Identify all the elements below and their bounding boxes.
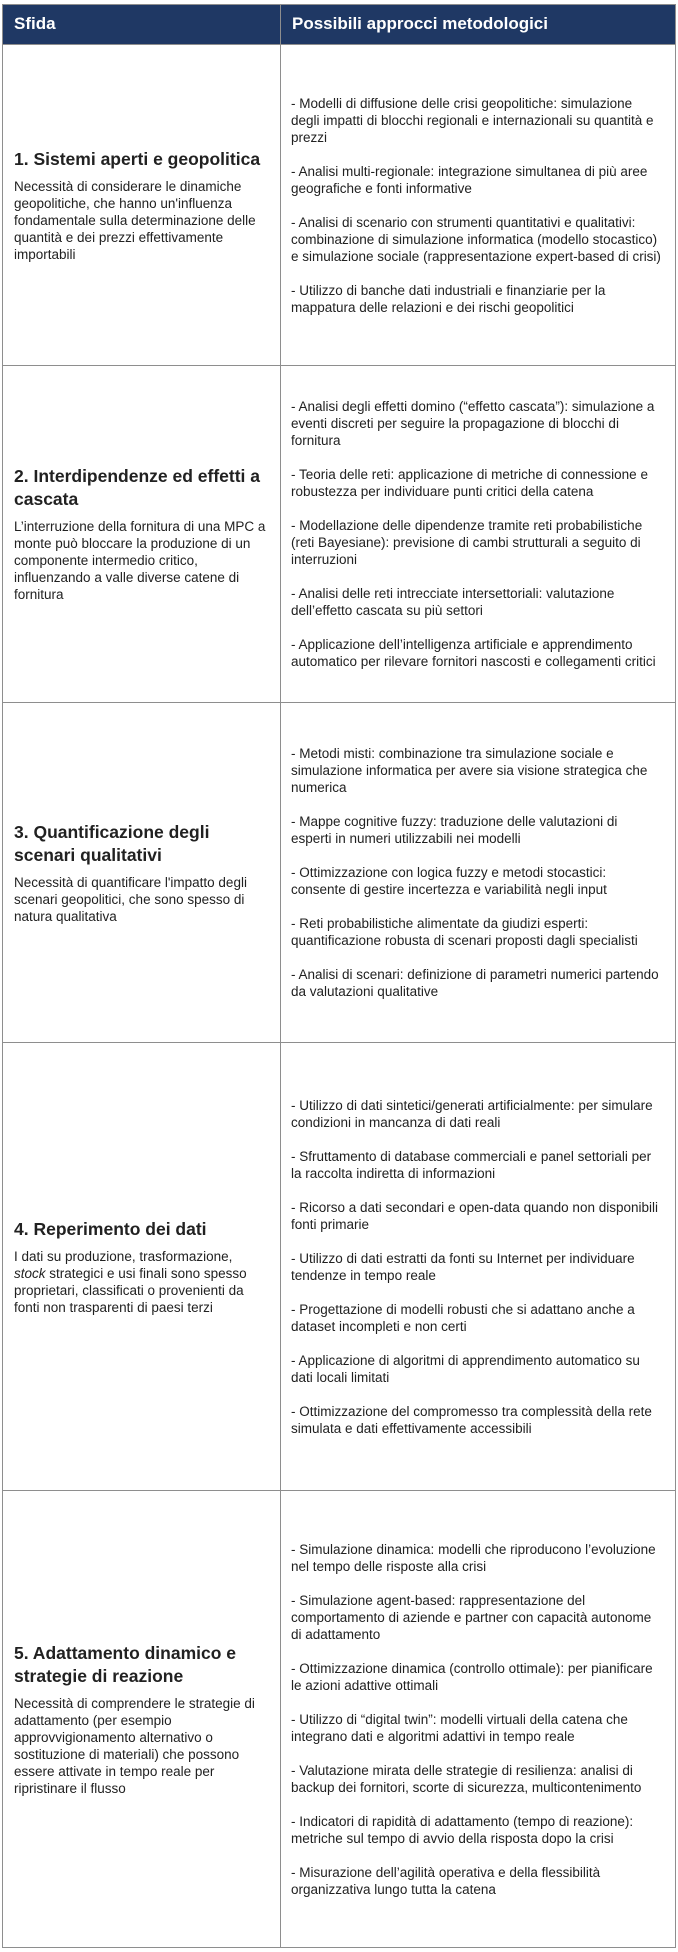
approach-list xyxy=(291,1097,661,1437)
approaches-cell xyxy=(281,703,676,1043)
challenge-cell xyxy=(3,45,281,366)
approach-item: - Utilizzo di dati sintetici/generati artificialmente: per simulare condizioni in mancanza di dati reali xyxy=(291,1097,653,1130)
approach-item: - Ricorso a dati secondari e open-data quando non disponibili fonti primarie xyxy=(291,1199,658,1232)
challenge-title: 1. Sistemi aperti e geopolitica xyxy=(14,148,261,169)
challenge-title: 2. Interdipendenze ed effetti a cascata xyxy=(14,466,261,509)
challenge-description-text: L’interruzione della fornitura di una MPC a monte può bloccare la produzione di un componente intermedio critico, influenzando a valle diverse catene di fornitura xyxy=(14,519,266,602)
approach-list xyxy=(291,745,661,1000)
approaches-cell xyxy=(281,1043,676,1491)
challenge-cell xyxy=(3,366,281,703)
approach-item: - Simulazione dinamica: modelli che riproducono l’evoluzione nel tempo delle risposte alla crisi xyxy=(291,1541,656,1574)
approach-item: - Progettazione di modelli robusti che si adattano anche a dataset incompleti e non certi xyxy=(291,1301,635,1334)
approach-list xyxy=(291,398,661,670)
challenge-description xyxy=(14,178,266,263)
table-row xyxy=(3,45,676,366)
challenge-title: 3. Quantificazione degli scenari qualitativi xyxy=(14,821,210,865)
challenge-title: 5. Adattamento dinamico e strategie di reazione xyxy=(14,1642,237,1686)
challenge-description xyxy=(14,518,266,603)
approaches-cell xyxy=(281,45,676,366)
approach-item: - Reti probabilistiche alimentate da giudizi esperti: quantificazione robusta di scenari proposti dagli specialisti xyxy=(291,916,638,948)
challenge-description-text: Necessità di quantificare l'impatto degli scenari geopolitici, che sono spesso di natura qualitativa xyxy=(14,874,247,924)
approach-item: - Teoria delle reti: applicazione di metriche di connessione e robustezza per individuare punti critici della catena xyxy=(291,467,648,499)
methodology-table xyxy=(2,4,676,1948)
challenge-description xyxy=(14,1695,266,1797)
approach-item: - Utilizzo di dati estratti da fonti su Internet per individuare tendenze in tempo reale xyxy=(291,1250,635,1283)
approach-item: - Ottimizzazione del compromesso tra complessità della rete simulata e dati effettivamente accessibili xyxy=(291,1403,652,1436)
approach-item: - Utilizzo di banche dati industriali e finanziarie per la mappatura delle relazioni e dei rischi geopolitici xyxy=(291,282,606,315)
approach-item: - Metodi misti: combinazione tra simulazione sociale e simulazione informatica per avere sia visione strategica che numerica xyxy=(291,746,648,795)
approach-item: - Modellazione delle dipendenze tramite reti probabilistiche (reti Bayesiane): previsione di cambi strutturali a seguito di interruzioni xyxy=(291,518,643,567)
challenge-description-text: Necessità di comprendere le strategie di adattamento (per esempio approvvigionamento alternativo o sostituzione di materiali) che possono essere attivate in tempo reale per ripristinare il flusso xyxy=(14,1695,255,1796)
challenge-cell xyxy=(3,703,281,1043)
challenge-description xyxy=(14,1248,266,1316)
table-row xyxy=(3,703,676,1043)
approach-item: - Analisi delle reti intrecciate intersettoriali: valutazione dell’effetto cascata su più settori xyxy=(291,586,615,618)
approach-item: - Misurazione dell’agilità operativa e della flessibilità organizzativa lungo tutta la catena xyxy=(291,1864,601,1897)
table-header-row xyxy=(3,5,676,45)
approach-item: - Simulazione agent-based: rappresentazione del comportamento di aziende e partner con capacità autonome di adattamento xyxy=(291,1592,652,1642)
column-header-sfida: Sfida xyxy=(3,5,281,45)
approach-item: - Analisi di scenari: definizione di parametri numerici partendo da valutazioni qualitative xyxy=(291,967,659,999)
approach-list xyxy=(291,1541,661,1898)
table-row xyxy=(3,1043,676,1491)
approach-item: - Applicazione dell’intelligenza artificiale e apprendimento automatico per rilevare fornitori nascosti e collegamenti critici xyxy=(291,637,656,669)
approach-item: - Valutazione mirata delle strategie di resilienza: analisi di backup dei fornitori, scorte di sicurezza, multicontenimento xyxy=(291,1762,642,1795)
approach-item: - Analisi multi-regionale: integrazione simultanea di più aree geografiche e fonti informative xyxy=(291,163,648,196)
challenge-description xyxy=(14,874,266,925)
column-header-approcci: Possibili approcci metodologici xyxy=(281,5,676,45)
approach-item: - Analisi di scenario con strumenti quantitativi e qualitativi: combinazione di simulazione informatica (modello stocastico) e simulazione sociale (rappresentazione expert-based di crisi) xyxy=(291,214,661,264)
challenge-description-text-after: strategici e usi finali sono spesso proprietari, classificati o provenienti da fonti non trasparenti di paesi terzi xyxy=(14,1265,247,1315)
challenge-description-text: Necessità di considerare le dinamiche geopolitiche, che hanno un'influenza fondamentale sulla determinazione delle quantità e dei prezzi effettivamente importabili xyxy=(14,178,256,262)
challenge-cell xyxy=(3,1043,281,1491)
approaches-cell xyxy=(281,1491,676,1948)
approach-list xyxy=(291,95,661,316)
approach-item: - Ottimizzazione con logica fuzzy e metodi stocastici: consente di gestire incertezza e variabilità negli input xyxy=(291,865,607,897)
approach-item: - Mappe cognitive fuzzy: traduzione delle valutazioni di esperti in numeri utilizzabili nei modelli xyxy=(291,814,618,846)
approach-item: - Indicatori di rapidità di adattamento (tempo di reazione): metriche sul tempo di avvio della risposta dopo la crisi xyxy=(291,1813,634,1846)
approach-item: - Analisi degli effetti domino (“effetto cascata”): simulazione a eventi discreti per seguire la propagazione di blocchi di fornitura xyxy=(291,399,655,448)
approach-item: - Utilizzo di “digital twin”: modelli virtuali della catena che integrano dati e algoritmi adattivi in tempo reale xyxy=(291,1711,628,1744)
challenge-cell xyxy=(3,1491,281,1948)
table-row xyxy=(3,366,676,703)
approach-item: - Ottimizzazione dinamica (controllo ottimale): per pianificare le azioni adattive ottimali xyxy=(291,1660,653,1693)
challenge-description-italic: stock xyxy=(14,1265,46,1281)
approaches-cell xyxy=(281,366,676,703)
challenge-title: 4. Reperimento dei dati xyxy=(14,1218,207,1239)
approach-item: - Sfruttamento di database commerciali e panel settoriali per la raccolta indiretta di informazioni xyxy=(291,1148,652,1181)
challenge-description-text: I dati su produzione, trasformazione, xyxy=(14,1248,233,1264)
table-row xyxy=(3,1491,676,1948)
approach-item: - Applicazione di algoritmi di apprendimento automatico su dati locali limitati xyxy=(291,1352,640,1385)
approach-item: - Modelli di diffusione delle crisi geopolitiche: simulazione degli impatti di blocchi regionali e internazionali su quantità e prezzi xyxy=(291,95,654,145)
